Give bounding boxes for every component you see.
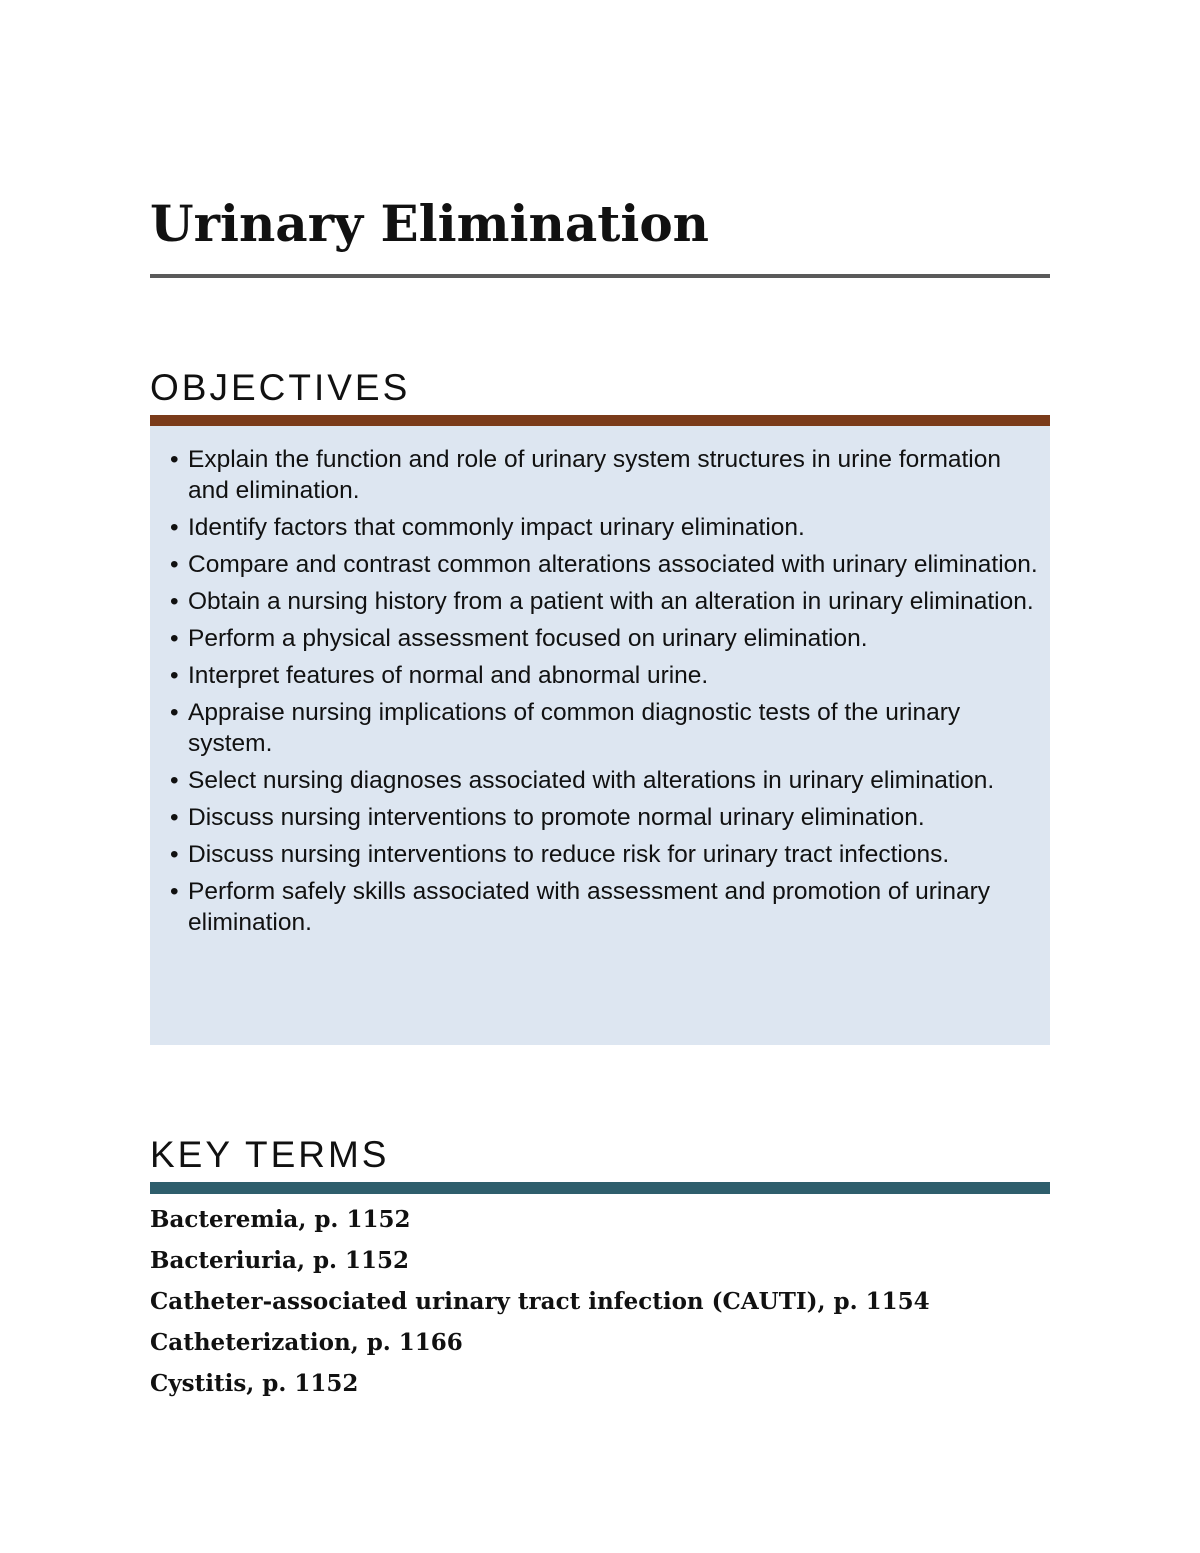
objective-text: Perform a physical assessment focused on urinary elimination.	[188, 625, 868, 652]
objective-item	[170, 586, 1040, 617]
key-terms-list	[150, 1202, 1050, 1407]
objective-item	[170, 697, 1040, 759]
objective-text: Obtain a nursing history from a patient with an alteration in urinary elimination.	[188, 588, 1034, 615]
objective-item	[170, 444, 1040, 506]
objective-item	[170, 839, 1040, 870]
objective-item	[170, 660, 1040, 691]
objectives-list	[150, 426, 1050, 938]
objective-item	[170, 549, 1040, 580]
objectives-divider	[150, 415, 1050, 426]
bullet-icon: •	[170, 662, 179, 689]
objective-text: Discuss nursing interventions to promote normal urinary elimination.	[188, 804, 925, 831]
objective-item	[170, 876, 1040, 938]
bullet-icon: •	[170, 446, 179, 473]
objective-text: Interpret features of normal and abnormal urine.	[188, 662, 709, 689]
bullet-icon: •	[170, 514, 179, 541]
key-term-item: Catheter-associated urinary tract infection (CAUTI), p. 1154	[150, 1288, 930, 1315]
bullet-icon: •	[170, 551, 179, 578]
objective-text: Perform safely skills associated with assessment and promotion of urinary elimination.	[188, 878, 991, 936]
bullet-icon: •	[170, 625, 179, 652]
key-term-item: Bacteriuria, p. 1152	[150, 1247, 410, 1274]
objectives-heading: OBJECTIVES	[150, 367, 411, 408]
objectives-box	[150, 426, 1050, 1045]
objective-text: Discuss nursing interventions to reduce risk for urinary tract infections.	[188, 841, 950, 868]
bullet-icon: •	[170, 878, 179, 905]
objective-item	[170, 512, 1040, 543]
bullet-icon: •	[170, 841, 179, 868]
objective-item	[170, 623, 1040, 654]
bullet-icon: •	[170, 804, 179, 831]
key-term-item: Catheterization, p. 1166	[150, 1329, 463, 1356]
title-divider	[150, 274, 1050, 278]
objective-text: Appraise nursing implications of common diagnostic tests of the urinary system.	[188, 699, 961, 757]
page-title: Urinary Elimination	[150, 194, 710, 253]
key-term-item: Bacteremia, p. 1152	[150, 1206, 411, 1233]
bullet-icon: •	[170, 588, 179, 615]
objective-item	[170, 802, 1040, 833]
key-terms-heading: KEY TERMS	[150, 1134, 390, 1175]
key-term-item: Cystitis, p. 1152	[150, 1370, 359, 1397]
bullet-icon: •	[170, 767, 179, 794]
objective-text: Explain the function and role of urinary system structures in urine formation and elimination.	[188, 446, 1001, 504]
objective-text: Select nursing diagnoses associated with alterations in urinary elimination.	[188, 767, 995, 794]
objective-item	[170, 765, 1040, 796]
key-terms-divider	[150, 1182, 1050, 1194]
objective-text: Identify factors that commonly impact urinary elimination.	[188, 514, 805, 541]
objective-text: Compare and contrast common alterations associated with urinary elimination.	[188, 551, 1038, 578]
bullet-icon: •	[170, 699, 179, 726]
